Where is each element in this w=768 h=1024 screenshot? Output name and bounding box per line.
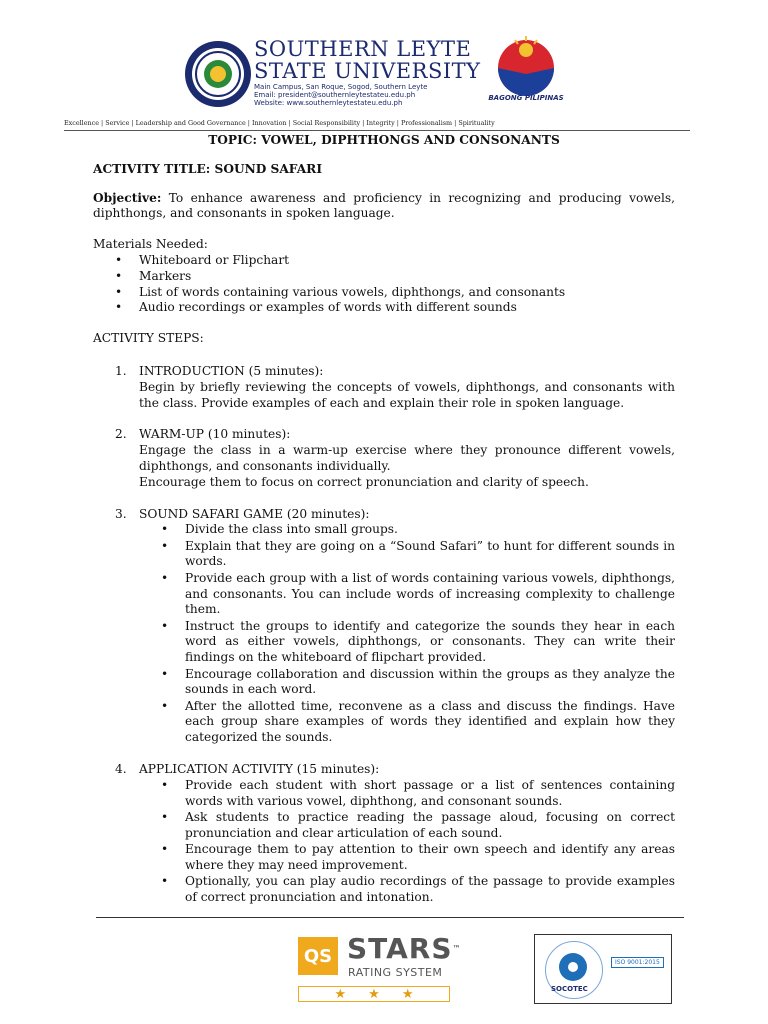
star-icon: ★	[334, 986, 347, 1002]
step-4	[93, 762, 675, 906]
step-number: 2.	[115, 427, 127, 442]
step-1	[93, 364, 675, 411]
list-item: • Encourage collaboration and discussion within the groups as they analyze the sounds in each word.	[185, 667, 675, 699]
list-item: • Audio recordings or examples of words with different sounds	[139, 300, 675, 316]
list-item: • Whiteboard or Flipchart	[139, 253, 675, 269]
list-item: • Divide the class into small groups.	[185, 522, 675, 538]
list-item: • List of words containing various vowels, diphthongs, and consonants	[139, 285, 675, 301]
step-3	[93, 507, 675, 746]
socotec-logo-icon	[559, 953, 587, 981]
step-number: 3.	[115, 506, 127, 521]
step-title: SOUND SAFARI GAME (20 minutes):	[139, 506, 370, 521]
university-name-line1: SOUTHERN LEYTE	[254, 37, 472, 61]
list-item: • Explain that they are going on a “Sound Safari” to hunt for different sounds in words.	[185, 539, 675, 571]
step-title: INTRODUCTION (5 minutes):	[139, 363, 324, 378]
list-item: • Optionally, you can play audio recordings of the passage to provide examples of correct pronunciation and intonation.	[185, 874, 675, 906]
letterhead	[184, 30, 604, 120]
list-item: • After the allotted time, reconvene as a class and discuss the findings. Have each group share examples of words they identified and explain how they categorized the sounds.	[185, 699, 675, 746]
step-bullets	[139, 778, 675, 906]
list-item: • Ask students to practice reading the passage aloud, focusing on correct pronunciation and clear articulation of each sound.	[185, 810, 675, 842]
materials-list	[93, 253, 675, 316]
step-title: APPLICATION ACTIVITY (15 minutes):	[139, 762, 380, 776]
email-line: Email: president@southernleytestateu.edu.ph	[254, 91, 416, 99]
qs-stars-title	[347, 934, 462, 964]
university-seal-icon	[184, 40, 252, 108]
stars-text: STARS	[347, 932, 453, 965]
step-number: 4.	[115, 762, 127, 776]
university-name-line2: STATE UNIVERSITY	[254, 59, 481, 83]
university-contact	[254, 83, 427, 107]
steps-heading: ACTIVITY STEPS:	[93, 331, 204, 346]
list-item: • Instruct the groups to identify and categorize the sounds they hear in each word as either vowels, diphthongs, or consonants. They can write their findings on the whiteboard of flipchart provided.	[185, 619, 675, 666]
iso-text: ISO 9001:2015	[611, 957, 664, 968]
step-text: Encourage them to focus on correct pronunciation and clarity of speech.	[139, 474, 589, 489]
bagong-pilipinas-text: BAGONG PILIPINAS	[488, 94, 564, 102]
footer-divider	[96, 917, 684, 918]
list-item: • Encourage them to pay attention to their own speech and identify any areas where they may need improvement.	[185, 842, 675, 874]
campus-line: Main Campus, San Roque, Sogod, Southern Leyte	[254, 83, 428, 91]
trademark-mark: ™	[452, 944, 462, 953]
list-item: • Markers	[139, 269, 675, 285]
divider	[64, 130, 690, 131]
socotec-certification-badge	[534, 934, 672, 1004]
step-bullets	[139, 522, 675, 746]
list-item: • Provide each group with a list of words containing various vowels, diphthongs, and consonants. You can include words of increasing complexity to challenge them.	[185, 571, 675, 618]
core-values: Excellence | Service | Leadership and Good Governance | Innovation | Social Responsibility | Integrity | Professionalism | Spirituality	[64, 119, 495, 127]
step-number: 1.	[115, 363, 127, 378]
star-rating	[298, 986, 450, 1002]
objective-label: Objective:	[93, 190, 162, 205]
rating-system-text: RATING SYSTEM	[348, 966, 443, 979]
step-2	[93, 427, 675, 490]
university-name	[254, 38, 481, 82]
objective	[93, 191, 675, 223]
list-item: • Provide each student with short passage or a list of sentences containing words with various vowel, diphthong, and consonant sounds.	[185, 778, 675, 810]
document-body	[93, 133, 675, 922]
star-icon: ★	[368, 986, 380, 1002]
step-text: Engage the class in a warm-up exercise where they pronounce different vowels, diphthongs, and consonants individually.	[139, 443, 675, 473]
objective-text: To enhance awareness and proficiency in recognizing and producing vowels, diphthongs, and consonants in spoken language.	[93, 190, 675, 221]
star-icon: ★	[401, 986, 414, 1002]
website-line: Website: www.southernleytestateu.edu.ph	[254, 99, 403, 107]
step-text: Begin by briefly reviewing the concepts of vowels, diphthongs, and consonants with the class. Provide examples of each and explain their role in spoken language.	[139, 379, 675, 410]
activity-title: ACTIVITY TITLE: SOUND SAFARI	[93, 161, 323, 176]
step-title: WARM-UP (10 minutes):	[139, 427, 291, 442]
socotec-text: SOCOTEC	[551, 985, 588, 993]
topic-heading: TOPIC: VOWEL, DIPHTHONGS AND CONSONANTS	[208, 133, 560, 147]
qs-logo: QS	[298, 937, 338, 975]
materials-heading: Materials Needed:	[93, 237, 208, 252]
